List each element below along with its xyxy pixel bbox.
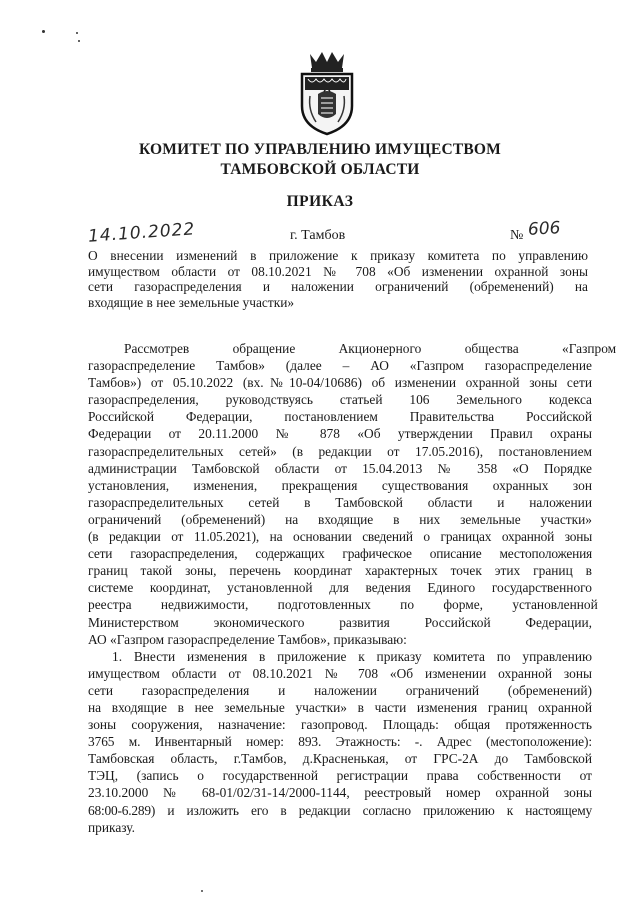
scan-speck [76, 32, 78, 34]
body-line: Тамбовская область, г.Тамбов, д.Красненькая, от ГРС-2А до Тамбовской [88, 751, 592, 767]
city-label: г. Тамбов [290, 228, 346, 243]
body-line: (в редакции от 11.05.2021), на основании сведений о границах охранной зоны [88, 529, 592, 545]
tambov-region-coat-of-arms-icon [296, 48, 358, 138]
body-line: ограничений (обременений) на входящие в них земельные участки» [88, 511, 592, 527]
handwritten-order-number: 606 [527, 218, 561, 240]
order-number-label: № [510, 228, 524, 243]
body-line: сети газораспределения, содержащих графическое описание местоположения [88, 546, 592, 562]
body-line: 23.10.2000 № 68-01/02/31-14/2000-1144, реестровый номер охранной зоны [88, 785, 592, 801]
document-type-title: ПРИКАЗ [286, 193, 354, 210]
body-line: приказу. [88, 819, 135, 835]
subject-line: О внесении изменений в приложение к приказу комитета по управлению [88, 248, 588, 263]
body-line: газораспределительных сетей в Тамбовской области и наложении [88, 494, 592, 510]
body-line: газораспределительных сетей» (в редакции от 17.05.2016), постановлением [88, 443, 592, 459]
body-line: администрации Тамбовской области от 15.04.2013 № 358 «О Порядке [88, 460, 592, 476]
subject-line: сети газораспределения и наложении ограничений (обременений) на [88, 279, 588, 294]
body-line: установления, изменения, прекращения существования охранных зон [88, 477, 592, 493]
body-line: реестра недвижимости, подготовленных по форме, установленной [88, 597, 598, 613]
body-line: АО «Газпром газораспределение Тамбов», приказываю: [88, 631, 407, 647]
scan-speck [201, 890, 203, 892]
order-body [88, 340, 617, 836]
committee-name-line2: ТАМБОВСКОЙ ОБЛАСТИ [220, 161, 420, 178]
body-line: 1. Внести изменения в приложение к приказу комитета по управлению [112, 648, 592, 664]
body-line: сети газораспределения и наложении ограничений (обременений) [88, 682, 592, 698]
order-subject [88, 248, 588, 310]
body-line: Рассмотрев обращение Акционерного общества «Газпром [124, 341, 617, 356]
body-line: газораспределения, руководствуясь статьей 106 Земельного кодекса [88, 392, 592, 408]
body-line: имуществом области от 08.10.2021 № 708 «Об изменении охранной зоны [88, 665, 592, 681]
body-line: 3765 м. Инвентарный номер: 893. Этажность: -. Адрес (местоположение): [88, 734, 592, 750]
subject-line: имуществом области от 08.10.2021 № 708 «Об изменении охранной зоны [88, 263, 588, 279]
body-line: системе координат, установленной для ведения Единого государственного [88, 580, 592, 596]
body-line: зоны сооружения, назначение: газопровод. Площадь: общая протяженность [88, 717, 592, 733]
body-line: Министерством экономического развития Российской Федерации, [88, 614, 592, 630]
body-line: 68:00-6.289) и изложить его в редакции согласно приложению к настоящему [88, 802, 592, 818]
body-line: Российской Федерации, постановлением Правительства Российской [88, 409, 592, 425]
body-line: границ такой зоны, перечень координат характерных точек этих границ в [88, 563, 592, 579]
subject-line: входящие в нее земельные участки» [88, 294, 295, 310]
body-line: Федерации от 20.11.2000 № 878 «Об утверждении Правил охраны [88, 426, 592, 442]
body-line: Тамбов») от 05.10.2022 (вх.№10-04/10686) об изменении охранной зоны сети [88, 375, 592, 391]
handwritten-date: 14.10.2022 [87, 219, 196, 247]
committee-name-line1: КОМИТЕТ ПО УПРАВЛЕНИЮ ИМУЩЕСТВОМ [138, 141, 502, 158]
body-line: на входящие в нее земельные участки» в части изменения границ охранной [88, 699, 592, 715]
scan-speck [78, 40, 80, 42]
scan-speck [42, 30, 45, 33]
body-line: газораспределение Тамбов» (далее – АО «Газпром газораспределение [88, 358, 592, 374]
body-line: ТЭЦ, (запись о государственной регистрации права собственности от [88, 768, 592, 784]
